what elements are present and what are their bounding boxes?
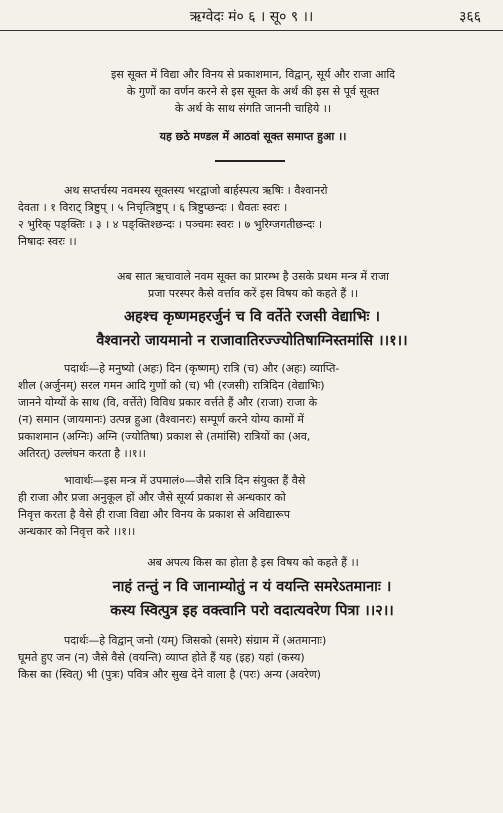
intro-line: प्रजा परस्पर कैसे वर्त्ताव करें इस विषय को कहते हैं ।। xyxy=(147,287,359,300)
mantra2 xyxy=(10,575,494,623)
mantra1 xyxy=(10,305,494,353)
rishi-line: देवता । १ विराट् त्रिष्टुप् । ५ निचृत्त्रिष्टुप् । ६ त्रिष्टुप्छन्दः । धैवतः स्वरः । xyxy=(18,201,288,214)
rishi-line: २ भुरिक् पङ्क्तिः । ३ । ४ पङ्क्तिश्छन्दः । पञ्चमः स्वरः । ७ भुरिग्जगतीछन्दः । xyxy=(18,218,323,231)
bhavartha-line: भावार्थः—इस मन्त्र में उपमालं०—जैसे रात्रि दिन संयुक्त हैं वैसे xyxy=(64,474,306,487)
bhavartha-line: ही राजा और प्रजा अनुकूल हों और जैसे सूर्य्य प्रकाश से अन्धकार को xyxy=(18,491,286,504)
mantra-line: नाहं तन्तुं न वि जानाम्योतुं न यं वयन्ति समरेऽतमानाः । xyxy=(112,578,392,595)
padartha-line: घूमते हुए जन (न) जैसे वैसे (वयन्ति) व्याप्त होते हैं यह (इह) यहां (कस्य) xyxy=(18,651,305,664)
bhavartha-line: निवृत्त करता है वैसे ही राजा विद्या और विनय के प्रकाश से अविद्यारूप xyxy=(18,508,290,521)
running-header xyxy=(0,4,503,30)
mantra-line: वैश्वानरो जायमानो न राजावातिरज्ज्योतिषाग्निस्तमांसि ।।१।। xyxy=(96,332,408,349)
bhavartha-line: अन्धकार को निवृत्त करे ।।१।। xyxy=(18,525,136,538)
summary-line: के अर्थ के साथ संगति जाननी चाहिये ।। xyxy=(174,102,332,115)
section-divider xyxy=(215,160,285,162)
padartha-line: जानने योग्यों के साथ (वि, वर्त्तेते) विविध प्रकार वर्त्तते हैं और (राजा) राजा के xyxy=(18,396,318,409)
padartha-line: पदार्थः—हे विद्वान् जनो (यम्) जिसको (समरे) संग्राम में (अतमानाः) xyxy=(64,634,327,647)
padartha-line: प्रकाशमान (अग्निः) अग्नि (ज्योतिषा) प्रकाश से (तमांसि) रात्रियों का (अव, xyxy=(18,430,311,443)
mantra2-intro: अब अपत्य किस का होता है इस विषय को कहते हैं ।। xyxy=(147,556,359,569)
page-number: ३६६ xyxy=(459,9,481,25)
mantra1-intro xyxy=(18,268,488,302)
sukta-summary xyxy=(18,66,488,117)
intro-line: अब सात ऋचावाले नवम सूक्त का प्रारम्भ है उसके प्रथम मन्त्र में राजा xyxy=(117,270,389,283)
rishi-line: निषादः स्वरः ।। xyxy=(18,235,77,248)
padartha-line: किस का (स्वित्) भी (पुत्रः) पवित्र और सुख देने वाला है (परः) अन्य (अवरेण) xyxy=(18,668,321,681)
padartha-line: (न) समान (जायमानः) उत्पन्न हुआ (वैश्वानरः) सम्पूर्ण करने योग्य कामों में xyxy=(18,413,304,426)
padartha-line: अतिरत्) उल्लंघन करता है ।।१।। xyxy=(18,447,146,460)
padartha-line: पदार्थः—हे मनुष्यो (अहः) दिन (कृष्णम्) रात्रि (च) और (अहः) व्याप्ति- xyxy=(64,362,340,375)
mantra-line: अहश्च कृष्णमहरर्जुनं च वि वर्तेते रजसी वेद्याभिः । xyxy=(123,308,381,325)
mantra1-padartha xyxy=(18,360,488,462)
rishi-line: अथ सप्तर्चस्य नवमस्य सूक्तस्य भरद्वाजो बार्हस्पत्य ऋषिः । वैश्वानरो xyxy=(64,184,328,197)
summary-line: के गुणों का वर्णन करने से इस सूक्त के अर्थ की इस से पूर्व सूक्त xyxy=(126,85,380,98)
mantra1-bhavartha xyxy=(18,472,488,540)
summary-line: इस सूक्त में विद्या और विनय से प्रकाशमान, विद्वान्, सूर्य और राजा आदि xyxy=(110,68,396,81)
sukta-closing: यह छठे मण्डल में आठवां सूक्त समाप्त हुआ ।। xyxy=(159,130,347,143)
header-rule xyxy=(0,30,503,31)
mantra-line: कस्य स्वित्पुत्र इह वक्त्वानि परो वदात्यवरेण पित्रा ।।२।। xyxy=(110,602,394,619)
padartha-line: शील (अर्जुनम्) सरल गमन आदि गुणों को (च) भी (रजसी) रात्रिदिन (वेद्याभिः) xyxy=(18,379,325,392)
mantra2-padartha xyxy=(18,632,488,683)
header-title: ऋग्वेदः मं० ६ । सू० ९ ।। xyxy=(189,9,314,25)
rishi-devata-block xyxy=(18,182,488,250)
